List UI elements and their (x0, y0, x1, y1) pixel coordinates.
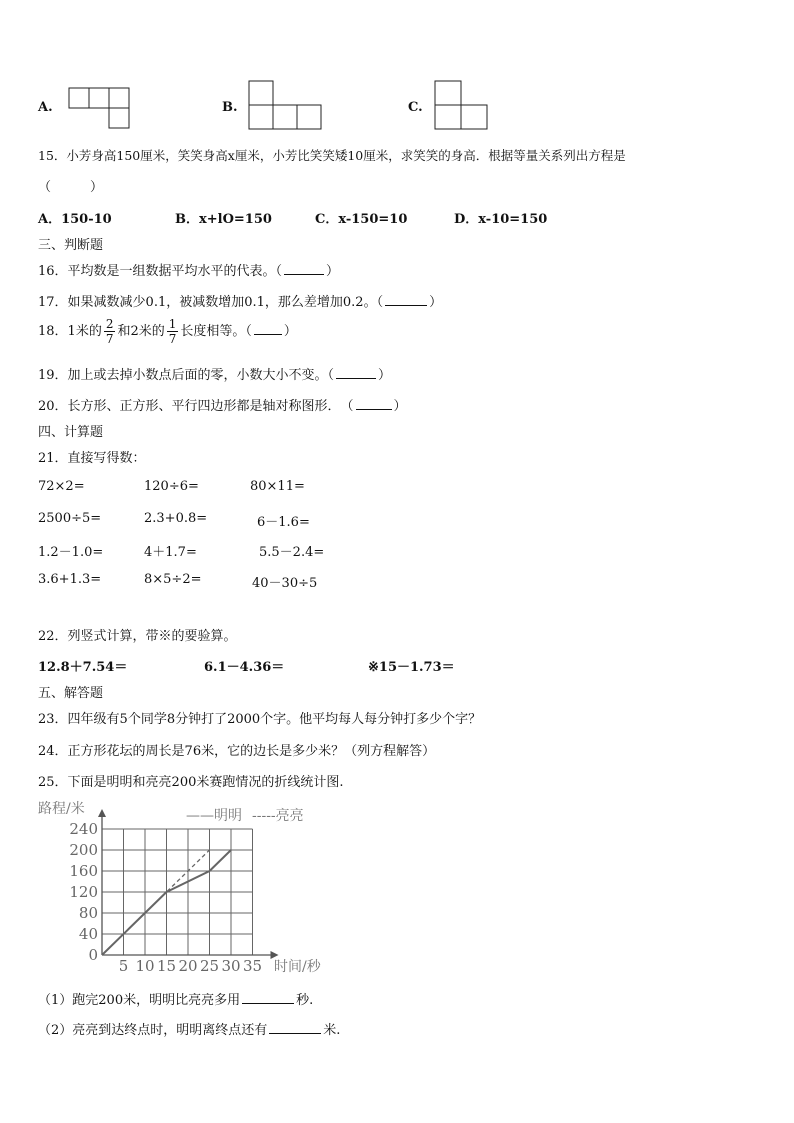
q22-item-2: 6.1－4.36＝ (204, 660, 285, 675)
q16: 16．平均数是一组数据平均水平的代表。（ ） (38, 264, 340, 279)
y-axis-arrow (98, 809, 106, 817)
line-chart (30, 795, 350, 985)
q21-r2c1: 2500÷5= (38, 511, 102, 526)
q21-r3c3: 5.5－2.4= (259, 545, 325, 560)
q25: 25．下面是明明和亮亮200米赛跑情况的折线统计图. (38, 775, 344, 790)
legend-mingming: ——明明 (186, 808, 242, 824)
x-axis-label: 时间/秒 (274, 959, 321, 975)
y-tick-label: 0 (88, 946, 98, 964)
q15-stem: 15．小芳身高150厘米，笑笑身高x厘米，小芳比笑笑矮10厘米，求笑笑的身高．根据等量关系列出方程是 (38, 148, 626, 163)
q15-option-d: D．x-10=150 (454, 212, 548, 227)
y-tick-label: 120 (69, 883, 98, 901)
q21-r4c3: 40－30÷5 (252, 576, 318, 591)
fraction-2-7: $\frac{2}{7}$ (105, 317, 114, 346)
q21-r1c3: 80×11= (250, 479, 305, 494)
q21-r3c1: 1.2－1.0= (38, 545, 104, 560)
y-axis-label: 路程/米 (38, 801, 85, 817)
option-a-label: A. (38, 100, 53, 115)
section-solve-heading: 五、解答题 (38, 686, 104, 701)
x-tick-label: 10 (135, 957, 155, 975)
section-judge-heading: 三、判断题 (38, 238, 104, 253)
fraction-1-7: $\frac{1}{7}$ (168, 317, 177, 346)
legend-liangliang: -----亮亮 (252, 808, 304, 824)
option-c-label: C. (408, 100, 423, 115)
x-axis-arrow (271, 951, 279, 959)
chart-ticks (69, 820, 262, 975)
q19: 19．加上或去掉小数点后面的零，小数大小不变。（ ） (38, 368, 392, 383)
x-tick-label: 15 (156, 957, 177, 975)
x-tick-label: 5 (118, 957, 129, 975)
q21-r1c1: 72×2= (38, 479, 85, 494)
option-c-figure (434, 80, 488, 132)
q21-r1c2: 120÷6= (144, 479, 199, 494)
q15-option-a: A．150-10 (38, 212, 112, 227)
x-tick-label: 35 (242, 957, 263, 975)
q20: 20．长方形、正方形、平行四边形都是轴对称图形． （ ） (38, 399, 407, 414)
option-a-figure (68, 86, 132, 130)
q21-r4c2: 8×5÷2= (144, 572, 202, 587)
y-tick-label: 80 (78, 904, 98, 922)
q21-r4c1: 3.6+1.3= (38, 572, 102, 587)
q22-item-3: ※15－1.73＝ (368, 660, 455, 675)
section-calc-heading: 四、计算题 (38, 425, 104, 440)
q17: 17．如果减数减少0.1，被减数增加0.1，那么差增加0.2。（ ） (38, 295, 443, 310)
q15-option-c: C．x-150=10 (315, 212, 408, 227)
q24: 24．正方形花坛的周长是76米，它的边长是多少米？（列方程解答） (38, 744, 436, 759)
x-tick-label: 30 (221, 957, 241, 975)
q22-title: 22．列竖式计算，带※的要验算。 (38, 629, 237, 644)
q21-r2c3: 6－1.6= (257, 515, 310, 530)
q23: 23．四年级有5个同学8分钟打了2000个字。他平均每人每分钟打多少个字？ (38, 712, 482, 727)
q15-answer-paren: （ ） (38, 180, 104, 195)
q25-sub2: （2）亮亮到达终点时，明明离终点还有 米. (38, 1023, 341, 1038)
q21-title: 21．直接写得数： (38, 451, 146, 466)
y-tick-label: 200 (69, 841, 98, 859)
option-b-figure (248, 80, 322, 132)
y-tick-label: 160 (69, 862, 98, 880)
chart-grid (102, 829, 253, 955)
y-tick-label: 240 (69, 820, 98, 838)
x-tick-label: 20 (178, 957, 198, 975)
q18: 18．1米的 $\frac{2}{7}$ 和2米的 $\frac{1}{7}$ 长度相等。（ ） (38, 317, 297, 346)
y-tick-label: 40 (78, 925, 98, 943)
q22-item-1: 12.8＋7.54＝ (38, 660, 128, 675)
x-tick-label: 25 (199, 957, 220, 975)
q25-sub1: （1）跑完200米，明明比亮亮多用 秒. (38, 993, 314, 1008)
q21-r2c2: 2.3+0.8= (144, 511, 208, 526)
q15-option-b: B．x+lO=150 (175, 212, 272, 227)
q21-r3c2: 4＋1.7= (144, 545, 197, 560)
option-b-label: B. (222, 100, 238, 115)
